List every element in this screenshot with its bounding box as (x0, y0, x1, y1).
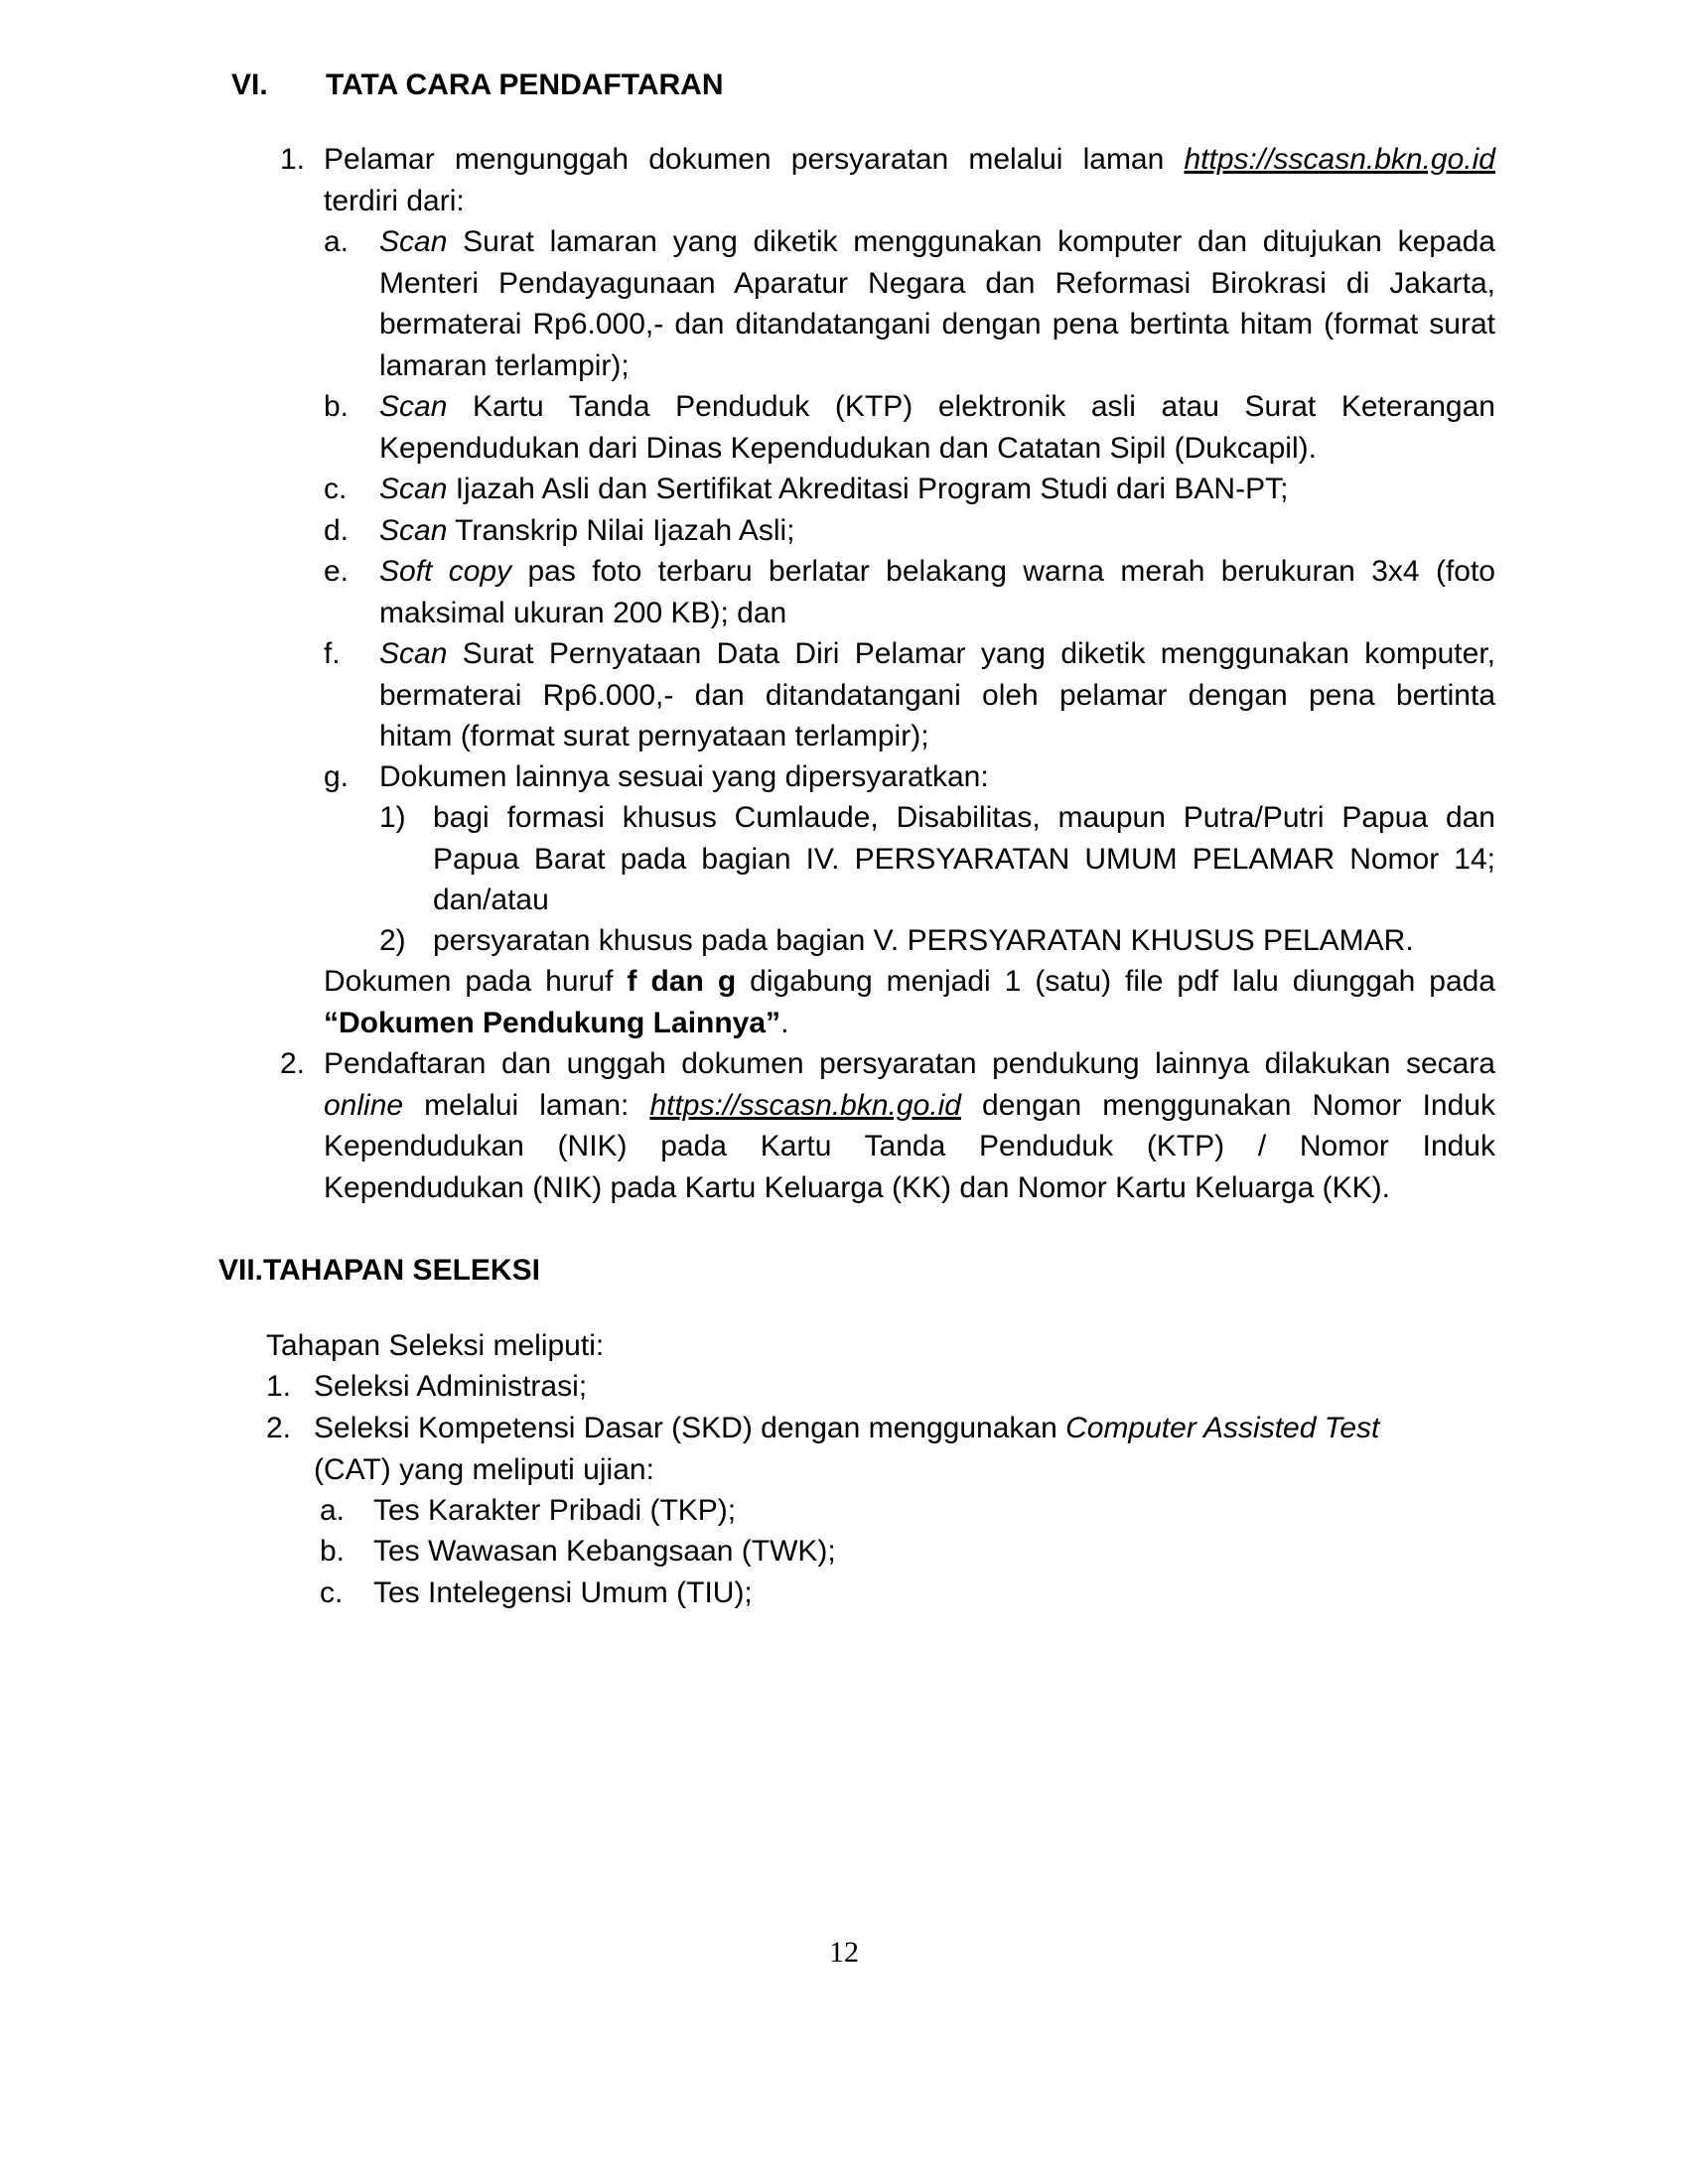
item-number: 2. (280, 1047, 306, 1080)
item-number: 2. (266, 1412, 292, 1444)
item-number: 1. (266, 1370, 292, 1403)
list-label: d. (324, 514, 350, 547)
selection-intro: Tahapan Seleksi meliputi: (266, 1329, 605, 1362)
list-label: a. (324, 225, 350, 258)
list-item-d: Scan Transkrip Nilai Ijazah Asli; (379, 514, 795, 547)
list-item-c: Scan Ijazah Asli dan Sertifikat Akreditasi Program Studi dari BAN-PT; (379, 473, 1289, 505)
test-item-c: Tes Intelegensi Umum (TIU); (373, 1576, 753, 1609)
list-label: c. (320, 1576, 344, 1609)
sublist-label: 1) (379, 801, 406, 834)
list-item-f: Scan Surat Pernyataan Data Diri Pelamar yang diketik menggunakan komputer, bermaterai Rp6.000,- dan ditandatangani oleh pelamar dengan pena bertinta hitam (format surat pernyataan terlampir); (379, 637, 1495, 752)
test-item-b: Tes Wawasan Kebangsaan (TWK); (373, 1535, 836, 1568)
list-label: b. (320, 1535, 346, 1568)
list-label: a. (320, 1494, 346, 1527)
page-number: 12 (829, 1936, 859, 1969)
section-heading-vi (231, 68, 268, 103)
upload-note: Dokumen pada huruf f dan g digabung menjadi 1 (satu) file pdf lalu diunggah pada “Dokumen Pendukung Lainnya”. (324, 965, 1495, 1039)
section-heading-vii (218, 1253, 540, 1289)
list-label: f. (324, 637, 341, 670)
section-title-vii: TAHAPAN SELEKSI (263, 1254, 540, 1287)
selection-item-1: Seleksi Administrasi; (314, 1370, 588, 1403)
sublist-label: 2) (379, 924, 406, 957)
section-title-vi: TATA CARA PENDAFTARAN (326, 68, 724, 101)
list-item-b: Scan Kartu Tanda Penduduk (KTP) elektronik asli atau Surat Keterangan Kependudukan dari Dinas Kependudukan dan Catatan Sipil (Dukcapil). (379, 390, 1495, 465)
sscasn-link[interactable]: https://sscasn.bkn.go.id (649, 1088, 961, 1122)
item-1-text: Pelamar mengunggah dokumen persyaratan melalui laman https://sscasn.bkn.go.id terdiri dari: (324, 143, 1495, 217)
sublist-item-2: persyaratan khusus pada bagian V. PERSYARATAN KHUSUS PELAMAR. (433, 924, 1414, 957)
item-number: 1. (280, 143, 306, 176)
sublist-item-1: bagi formasi khusus Cumlaude, Disabilitas, maupun Putra/Putri Papua dan Papua Barat pada bagian IV. PERSYARATAN UMUM PELAMAR Nomor 14; dan/atau (433, 801, 1495, 916)
list-item-e: Soft copy pas foto terbaru berlatar belakang warna merah berukuran 3x4 (foto maksimal ukuran 200 KB); dan (379, 555, 1495, 629)
section-number: VII. (218, 1254, 264, 1287)
list-item-g: Dokumen lainnya sesuai yang dipersyaratkan: (379, 760, 989, 793)
item-2-text: Pendaftaran dan unggah dokumen persyaratan pendukung lainnya dilakukan secara online melalui laman: https://sscasn.bkn.go.id dengan menggunakan Nomor Induk Kependudukan (NIK) pada Kartu Tanda Penduduk (KTP) / Nomor Induk Kependudukan (NIK) pada Kartu Keluarga (KK) dan Nomor Kartu Keluarga (KK). (324, 1047, 1495, 1204)
test-item-a: Tes Karakter Pribadi (TKP); (373, 1494, 737, 1527)
list-label: g. (324, 760, 350, 793)
section-number: VI. (231, 68, 268, 101)
list-item-a: Scan Surat lamaran yang diketik menggunakan komputer dan ditujukan kepada Menteri Pendayagunaan Aparatur Negara dan Reformasi Birokrasi di Jakarta, bermaterai Rp6.000,- dan ditandatangani dengan pena bertinta hitam (format surat lamaran terlampir); (379, 225, 1495, 382)
list-label: e. (324, 555, 350, 588)
list-label: c. (324, 473, 348, 505)
sscasn-link[interactable]: https://sscasn.bkn.go.id (1184, 143, 1495, 176)
selection-item-2: Seleksi Kompetensi Dasar (SKD) dengan menggunakan Computer Assisted Test (CAT) yang meliputi ujian: (314, 1412, 1380, 1486)
list-label: b. (324, 390, 350, 423)
